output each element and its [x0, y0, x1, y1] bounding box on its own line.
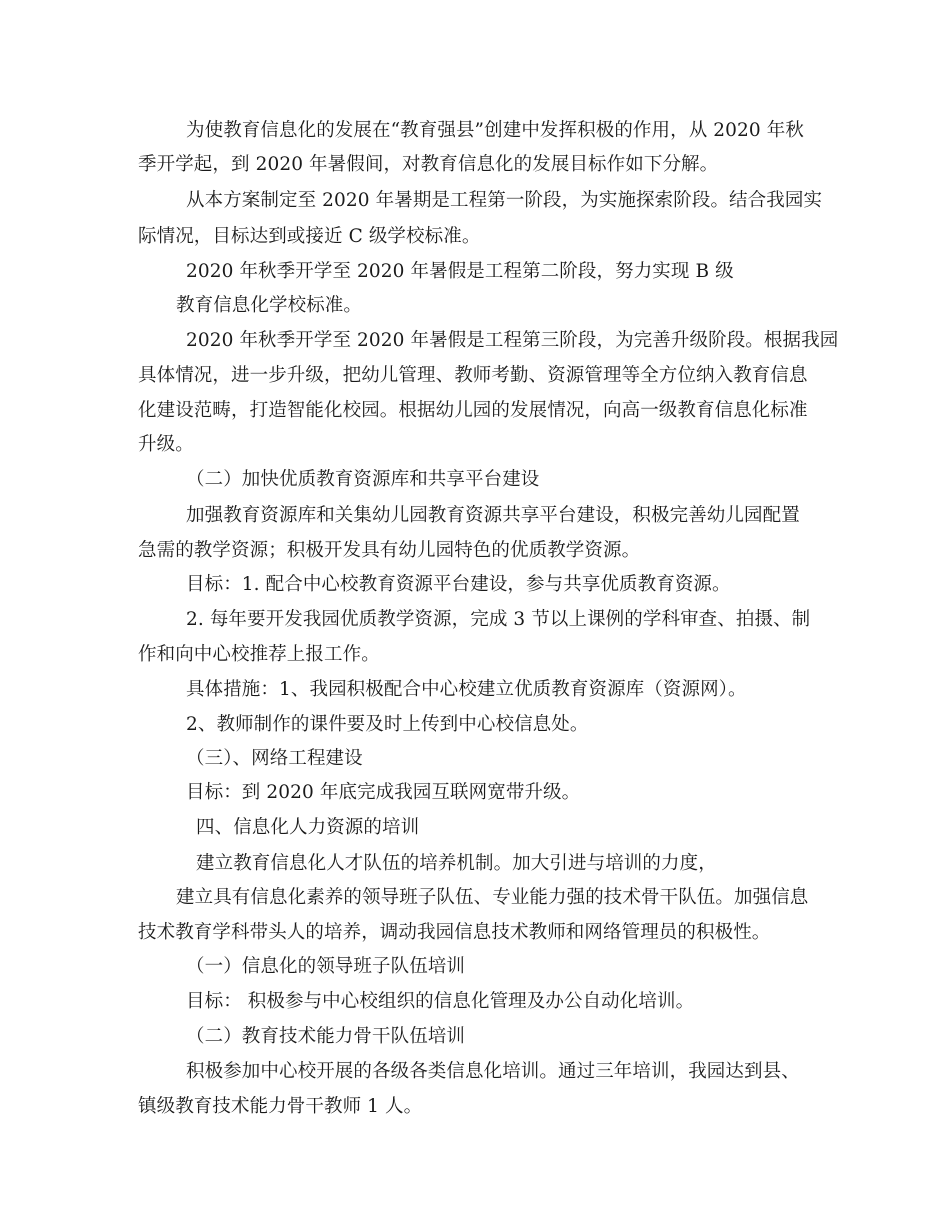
- paragraph-line: 积极参加中心校开展的各级各类信息化培训。通过三年培训，我园达到县、: [186, 1061, 800, 1082]
- paragraph-line: 目标： 积极参与中心校组织的信息化管理及办公自动化培训。: [186, 991, 695, 1012]
- section-heading: （二）教育技术能力骨干队伍培训: [186, 1026, 466, 1047]
- paragraph-line: 加强教育资源库和关集幼儿园教育资源共享平台建设，积极完善幼儿园配置: [186, 505, 800, 526]
- paragraph-line: 教育信息化学校标准。: [176, 295, 363, 316]
- paragraph-line: 建立教育信息化人才队伍的培养机制。加大引进与培训的力度，: [196, 853, 717, 874]
- section-heading: 四、信息化人力资源的培训: [196, 817, 420, 838]
- paragraph-line: 2020 年秋季开学至 2020 年暑假是工程第三阶段，为完善升级阶段。根据我园: [186, 330, 839, 351]
- paragraph-line: 从本方案制定至 2020 年暑期是工程第一阶段，为实施探索阶段。结合我园实: [186, 190, 823, 211]
- paragraph-line: 季开学起，到 2020 年暑假间，对教育信息化的发展目标作如下分解。: [138, 154, 719, 175]
- paragraph-line: 具体措施：1、我园积极配合中心校建立优质教育资源库（资源网）。: [186, 679, 747, 700]
- section-heading: （二）加快优质教育资源库和共享平台建设: [186, 469, 540, 490]
- section-heading: （一）信息化的领导班子队伍培训: [186, 956, 466, 977]
- paragraph-line: 化建设范畴，打造智能化校园。根据幼儿园的发展情况，向高一级教育信息化标准: [138, 400, 808, 421]
- paragraph-line: 升级。: [138, 434, 194, 455]
- paragraph-line: 技术教育学科带头人的培养，调动我园信息技术教师和网络管理员的积极性。: [138, 922, 771, 943]
- paragraph-line: 目标：1. 配合中心校教育资源平台建设，参与共享优质教育资源。: [186, 574, 731, 595]
- paragraph-line: 作和向中心校推荐上报工作。: [138, 644, 380, 665]
- paragraph-line: 际情况，目标达到或接近 C 级学校标准。: [138, 226, 481, 247]
- paragraph-line: 具体情况，进一步升级，把幼儿管理、教师考勤、资源管理等全方位纳入教育信息: [138, 365, 808, 386]
- paragraph-line: 急需的教学资源；积极开发具有幼儿园特色的优质教学资源。: [138, 540, 641, 561]
- paragraph-line: 镇级教育技术能力骨干教师 1 人。: [138, 1096, 423, 1117]
- paragraph-line: 2020 年秋季开学至 2020 年暑假是工程第二阶段，努力实现 B 级: [186, 261, 734, 282]
- paragraph-line: 2. 每年要开发我园优质教学资源，完成 3 节以上课例的学科审查、拍摄、制: [186, 609, 811, 630]
- paragraph-line: 目标：到 2020 年底完成我园互联网宽带升级。: [186, 782, 581, 803]
- section-heading: （三）、网络工程建设: [186, 748, 363, 769]
- paragraph-line: 建立具有信息化素养的领导班子队伍、专业能力强的技术骨干队伍。加强信息: [176, 887, 809, 908]
- paragraph-line: 2、教师制作的课件要及时上传到中心校信息处。: [186, 714, 589, 735]
- paragraph-line: 为使教育信息化的发展在“教育强县”创建中发挥积极的作用，从 2020 年秋: [186, 120, 804, 141]
